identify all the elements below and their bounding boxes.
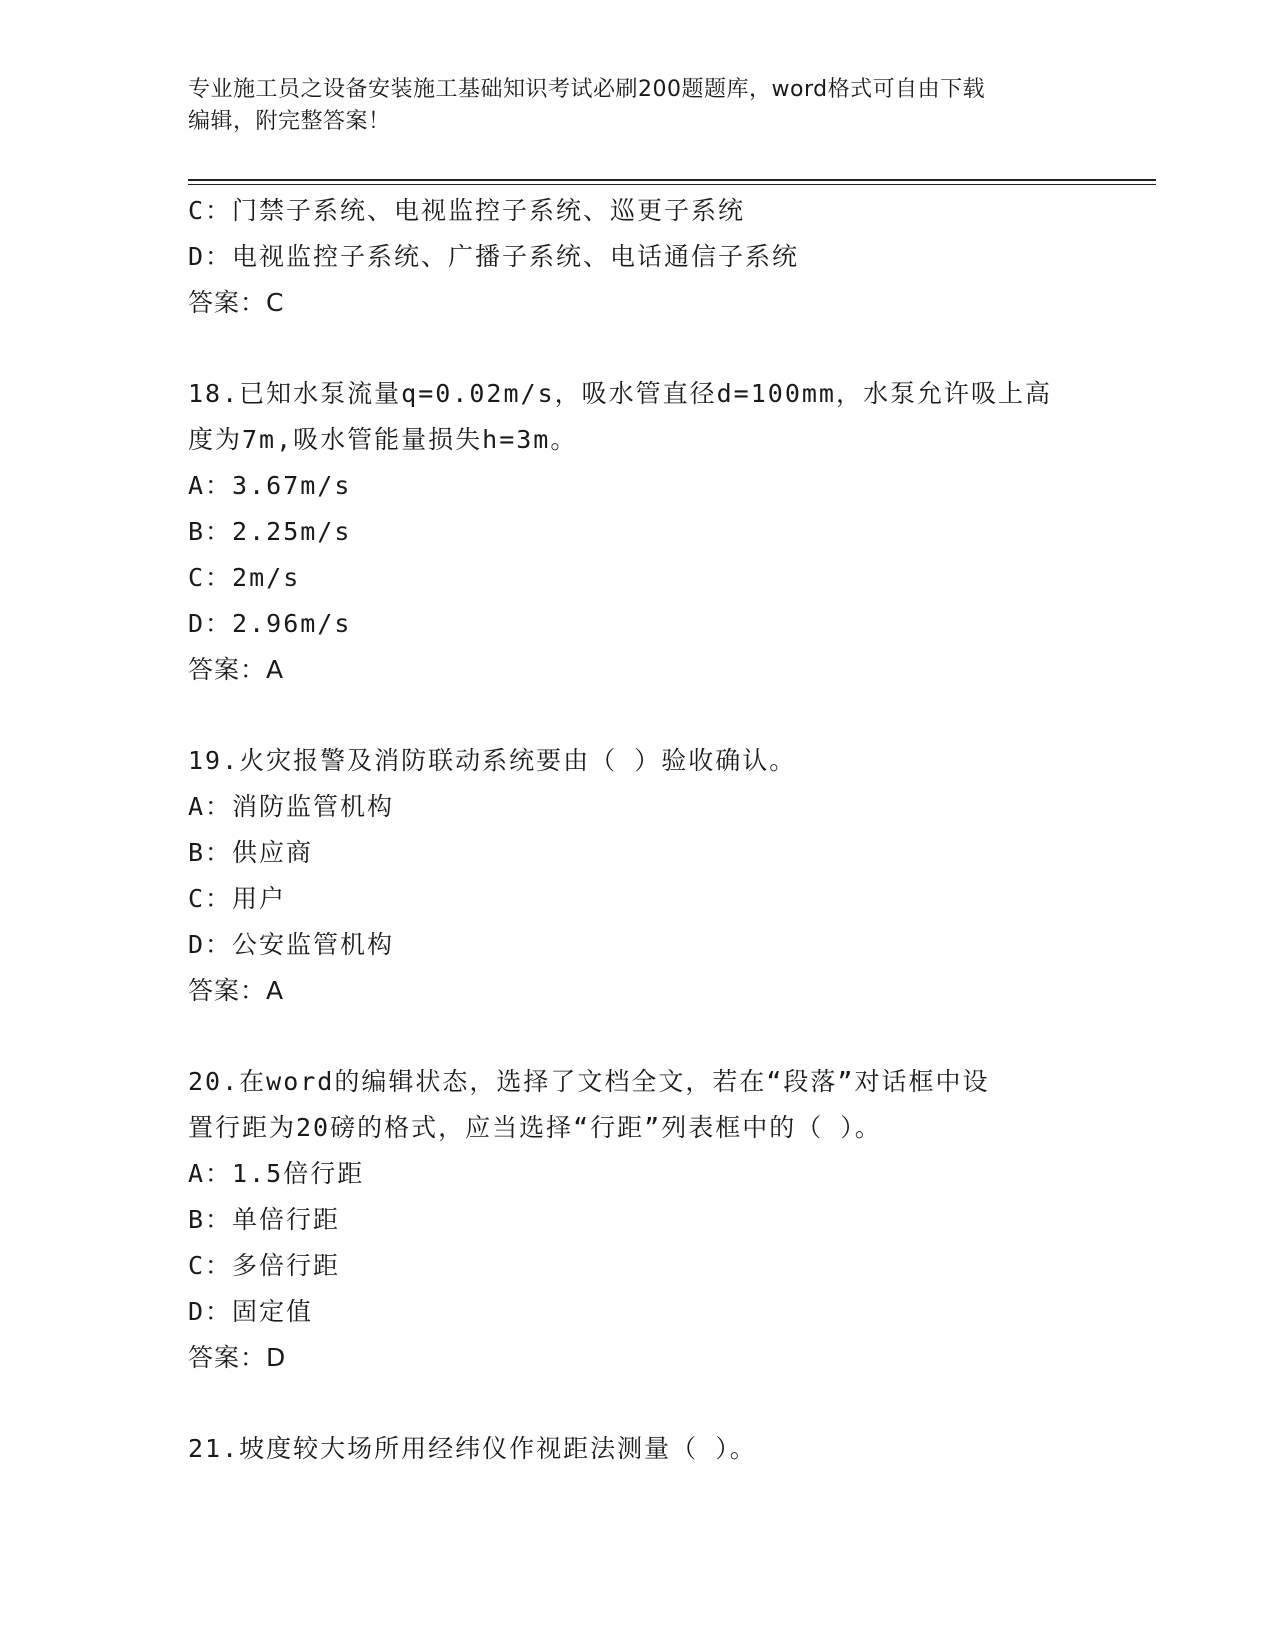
option-d: D：电视监控子系统、广播子系统、电话通信子系统 bbox=[188, 242, 800, 271]
option-b: B：单倍行距 bbox=[188, 1205, 341, 1234]
question-stem-line-2: 置行距为20磅的格式，应当选择“行距”列表框中的（ ）。 bbox=[188, 1113, 882, 1142]
option-d: D：2.96m/s bbox=[188, 609, 352, 638]
spacer bbox=[188, 693, 1088, 738]
spacer bbox=[188, 1014, 1088, 1059]
option-c: C：多倍行距 bbox=[188, 1251, 341, 1280]
option-b: B：2.25m/s bbox=[188, 517, 352, 546]
question-stem: 21.坡度较大场所用经纬仪作视距法测量（ ）。 bbox=[188, 1434, 757, 1463]
option-a: A：消防监管机构 bbox=[188, 792, 395, 821]
question-20 bbox=[188, 1059, 1088, 1381]
document-header bbox=[188, 74, 1088, 138]
question-list bbox=[188, 188, 1088, 1472]
question-stem-line-1: 18.已知水泵流量q=0.02m/s，吸水管直径d=100mm，水泵允许吸上高 bbox=[188, 379, 1052, 408]
option-a: A：1.5倍行距 bbox=[188, 1159, 365, 1188]
header-title-line-1: 专业施工员之设备安装施工基础知识考试必刷200题题库，word格式可自由下载 bbox=[188, 77, 986, 102]
option-d: D：公安监管机构 bbox=[188, 930, 395, 959]
question-stem-line-2: 度为7m,吸水管能量损失h=3m。 bbox=[188, 425, 578, 454]
answer-line: 答案：C bbox=[188, 288, 285, 317]
question-18 bbox=[188, 371, 1088, 693]
question-stem-line-1: 20.在word的编辑状态，选择了文档全文，若在“段落”对话框中设 bbox=[188, 1067, 990, 1096]
answer-line: 答案：A bbox=[188, 655, 285, 684]
option-c: C：用户 bbox=[188, 884, 287, 913]
option-a: A：3.67m/s bbox=[188, 471, 352, 500]
question-17-tail bbox=[188, 188, 1088, 326]
spacer bbox=[188, 326, 1088, 371]
option-c: C：2m/s bbox=[188, 563, 301, 592]
header-divider-thin bbox=[188, 184, 1156, 185]
question-21 bbox=[188, 1426, 1088, 1472]
option-c: C：门禁子系统、电视监控子系统、巡更子系统 bbox=[188, 196, 746, 225]
question-19 bbox=[188, 738, 1088, 1014]
option-b: B：供应商 bbox=[188, 838, 314, 867]
header-title-line-2: 编辑，附完整答案！ bbox=[188, 109, 391, 134]
option-d: D：固定值 bbox=[188, 1297, 314, 1326]
answer-line: 答案：D bbox=[188, 1343, 287, 1372]
header-divider-thick bbox=[188, 179, 1156, 181]
spacer bbox=[188, 1381, 1088, 1426]
question-stem: 19.火灾报警及消防联动系统要由（ ）验收确认。 bbox=[188, 746, 797, 775]
answer-line: 答案：A bbox=[188, 976, 285, 1005]
